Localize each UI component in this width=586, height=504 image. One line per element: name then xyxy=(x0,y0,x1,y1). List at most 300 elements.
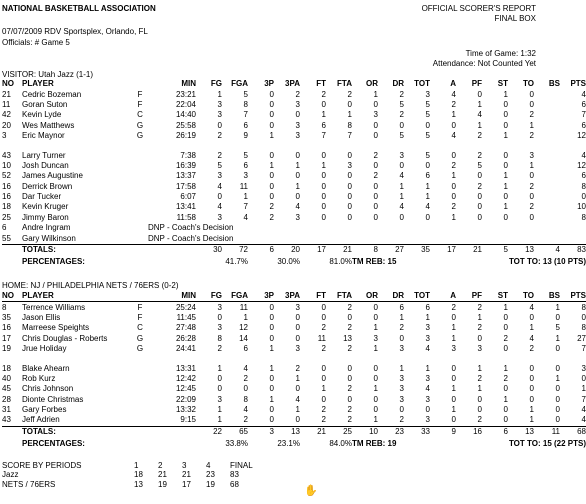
position: G xyxy=(136,333,144,343)
spacer-row xyxy=(2,354,586,363)
player-name: Wes Matthews xyxy=(22,120,75,130)
player-row xyxy=(2,395,586,405)
cell xyxy=(2,437,22,451)
team-rebounds: TM REB: 19 xyxy=(352,439,397,449)
player-name: Blake Ahearn xyxy=(22,363,70,373)
stat: 0 xyxy=(321,312,326,322)
player-row xyxy=(2,363,586,373)
stat: 1 xyxy=(269,344,274,354)
player-row xyxy=(2,213,586,223)
stat: 0 xyxy=(347,212,352,222)
column-header: ST xyxy=(497,79,508,89)
cell xyxy=(534,131,560,141)
total-stat: 6 xyxy=(482,426,508,437)
player-name: Josh Duncan xyxy=(22,160,69,170)
player-name: Jrue Holiday xyxy=(22,344,67,354)
stat: 3 xyxy=(425,373,430,383)
stat: 0 xyxy=(295,150,300,160)
stat: 1 xyxy=(269,131,274,141)
periods-team-row xyxy=(2,480,302,490)
player-name: Cedric Bozeman xyxy=(22,89,82,99)
stat: 2 xyxy=(295,363,300,373)
stat: 2 xyxy=(269,202,274,212)
stat: 3 xyxy=(425,323,430,333)
stat: 1 xyxy=(477,312,482,322)
total-stat: 23 xyxy=(378,426,404,437)
stat: 0 xyxy=(399,333,404,343)
column-header xyxy=(132,79,148,89)
stat: 1 xyxy=(425,192,430,202)
player-name: Dar Tucker xyxy=(22,192,62,202)
stat: 8 xyxy=(581,181,586,191)
stat: 2 xyxy=(321,89,326,99)
stat: 4 xyxy=(477,110,482,120)
stat: 0 xyxy=(503,344,508,354)
stat: 1 xyxy=(529,415,534,425)
stat: 1 xyxy=(529,323,534,333)
stat: 0 xyxy=(373,394,378,404)
stat: 2 xyxy=(451,302,456,312)
stat: 0 xyxy=(217,192,222,202)
stat: 8 xyxy=(581,212,586,222)
player-name: Gary Forbes xyxy=(22,405,67,415)
date-venue: 07/07/2009 RDV Sportsplex, Orlando, FL xyxy=(2,27,148,36)
stat: 9 xyxy=(243,131,248,141)
total-stat: 11 xyxy=(534,426,560,437)
stat: 0 xyxy=(295,415,300,425)
stat: 1 xyxy=(399,363,404,373)
stat: 0 xyxy=(477,192,482,202)
stat: 7 xyxy=(581,344,586,354)
cell xyxy=(132,437,148,451)
stat: 0 xyxy=(373,181,378,191)
minutes: 16:39 xyxy=(175,160,196,170)
stat: 0 xyxy=(451,373,456,383)
stat: 2 xyxy=(347,415,352,425)
stat: 4 xyxy=(399,171,404,181)
stat: 0 xyxy=(269,120,274,130)
total-stat: 13 xyxy=(508,244,534,255)
stat: 0 xyxy=(451,120,456,130)
stat: 3 xyxy=(399,373,404,383)
stat: 1 xyxy=(477,99,482,109)
stat: 1 xyxy=(243,312,248,322)
period-score: 17 xyxy=(182,479,191,489)
team-rebounds: TM REB: 15 xyxy=(352,257,397,267)
player-number: 16 xyxy=(2,181,11,191)
stat: 11 xyxy=(239,302,248,312)
stat: 1 xyxy=(295,373,300,383)
stat: 2 xyxy=(217,344,222,354)
total-stat: 68 xyxy=(560,426,586,437)
player-row xyxy=(2,202,586,212)
position: F xyxy=(137,99,143,109)
position xyxy=(132,213,148,223)
stat: 27 xyxy=(577,333,586,343)
three-point-percentage: 30.0% xyxy=(277,257,300,267)
stat: 1 xyxy=(555,302,560,312)
home-box-score xyxy=(2,291,586,451)
final-box-label: FINAL BOX xyxy=(494,14,536,23)
period-label: 4 xyxy=(206,460,211,470)
stat: 5 xyxy=(243,150,248,160)
stat: 6 xyxy=(581,120,586,130)
stat: 3 xyxy=(347,160,352,170)
stat: 0 xyxy=(347,99,352,109)
stat: 1 xyxy=(581,384,586,394)
minutes: 12:45 xyxy=(175,384,196,394)
stat: 7 xyxy=(321,131,326,141)
minutes: 27:48 xyxy=(175,323,196,333)
stat: 3 xyxy=(295,212,300,222)
stat: 2 xyxy=(477,415,482,425)
stat: 0 xyxy=(373,363,378,373)
stat: 0 xyxy=(321,202,326,212)
stat: 0 xyxy=(269,373,274,383)
position xyxy=(132,202,148,212)
minutes: 25:58 xyxy=(175,120,196,130)
stat: 4 xyxy=(295,202,300,212)
three-point-percentage: 23.1% xyxy=(277,439,300,449)
stat: 4 xyxy=(581,405,586,415)
player-number: 43 xyxy=(2,150,11,160)
stat: 2 xyxy=(529,202,534,212)
cell xyxy=(132,426,148,437)
stat: 0 xyxy=(451,394,456,404)
total-stat: 5 xyxy=(482,244,508,255)
stat: 0 xyxy=(295,323,300,333)
stat: 0 xyxy=(295,110,300,120)
stat: 3 xyxy=(217,110,222,120)
fg-percentage: 33.8% xyxy=(225,439,248,449)
player-number: 16 xyxy=(2,192,11,202)
total-stat: 4 xyxy=(534,244,560,255)
percentages-label: PERCENTAGES: xyxy=(22,439,85,449)
stat: 2 xyxy=(399,415,404,425)
player-row xyxy=(2,89,586,99)
stat: 13 xyxy=(343,333,352,343)
stat: 8 xyxy=(347,120,352,130)
stat: 0 xyxy=(373,405,378,415)
total-stat: 8 xyxy=(352,244,378,255)
team-turnovers: TOT TO: 15 (22 PTS) xyxy=(508,439,586,449)
stat: 0 xyxy=(529,99,534,109)
total-stat: 21 xyxy=(300,426,326,437)
stat: 2 xyxy=(451,99,456,109)
stat: 0 xyxy=(373,373,378,383)
stat: 4 xyxy=(295,394,300,404)
stat: 4 xyxy=(529,302,534,312)
stat: 0 xyxy=(373,202,378,212)
cell xyxy=(2,255,22,269)
stat: 0 xyxy=(503,110,508,120)
stat: 0 xyxy=(269,323,274,333)
position xyxy=(132,384,148,394)
period-score: 19 xyxy=(206,479,215,489)
column-header: MIN xyxy=(181,79,196,89)
player-row xyxy=(2,131,586,141)
totals-label: TOTALS: xyxy=(22,244,132,255)
stat: 1 xyxy=(503,363,508,373)
stat: 2 xyxy=(503,333,508,343)
player-number: 19 xyxy=(2,344,11,354)
minutes: 13:37 xyxy=(175,171,196,181)
stat: 1 xyxy=(451,384,456,394)
stat: 1 xyxy=(529,120,534,130)
stat: 0 xyxy=(269,333,274,343)
stat: 2 xyxy=(399,323,404,333)
column-header: FG xyxy=(196,291,222,302)
cell xyxy=(2,426,22,437)
total-stat: 21 xyxy=(326,244,352,255)
column-header: MIN xyxy=(148,291,196,302)
stat: 3 xyxy=(425,394,430,404)
stat: 2 xyxy=(243,373,248,383)
stat: 2 xyxy=(347,384,352,394)
stat: 0 xyxy=(269,171,274,181)
stat: 7 xyxy=(243,202,248,212)
stat: 0 xyxy=(217,120,222,130)
column-header: PF xyxy=(471,79,482,89)
stat: 11 xyxy=(239,181,248,191)
stat: 2 xyxy=(503,373,508,383)
stat: 2 xyxy=(477,181,482,191)
player-name: Derrick Brown xyxy=(22,181,73,191)
total-stat: 16 xyxy=(456,426,482,437)
stat: 0 xyxy=(269,89,274,99)
period-score: 23 xyxy=(206,470,215,480)
header-row xyxy=(2,291,586,302)
player-name: Kevin Kruger xyxy=(22,202,69,212)
stat: 1 xyxy=(217,405,222,415)
stat: 4 xyxy=(217,181,222,191)
column-header: BS xyxy=(534,291,560,302)
minutes: 9:15 xyxy=(180,415,196,425)
column-header: NO xyxy=(2,291,22,302)
stat: 3 xyxy=(295,344,300,354)
stat: 6 xyxy=(243,344,248,354)
period-score: 18 xyxy=(134,470,143,480)
column-header: TO xyxy=(508,291,534,302)
column-header: TOT xyxy=(404,291,430,302)
stat: 1 xyxy=(269,363,274,373)
report-title: OFFICIAL SCORER'S REPORT xyxy=(421,4,536,13)
cell xyxy=(132,255,148,269)
stat: 3 xyxy=(425,333,430,343)
player-number: 21 xyxy=(2,89,11,99)
stat: 0 xyxy=(425,160,430,170)
player-row xyxy=(2,192,586,202)
total-stat: 9 xyxy=(430,426,456,437)
stat: 1 xyxy=(399,312,404,322)
player-row xyxy=(2,171,586,181)
stat: 0 xyxy=(399,120,404,130)
stat: 0 xyxy=(529,373,534,383)
minutes: 25:24 xyxy=(175,302,196,312)
stat: 6 xyxy=(425,302,430,312)
cell xyxy=(534,182,560,192)
stat: 5 xyxy=(217,160,222,170)
stat: 1 xyxy=(503,394,508,404)
stat: 0 xyxy=(529,363,534,373)
stat: 0 xyxy=(269,110,274,120)
player-number: 52 xyxy=(2,171,11,181)
cell xyxy=(456,437,482,451)
stat: 0 xyxy=(321,181,326,191)
stat: 2 xyxy=(399,89,404,99)
player-number: 31 xyxy=(2,405,11,415)
stat: 3 xyxy=(451,344,456,354)
stat: 3 xyxy=(295,131,300,141)
position xyxy=(132,171,148,181)
cell xyxy=(148,255,196,269)
stat: 0 xyxy=(581,312,586,322)
column-header: DR xyxy=(392,79,404,89)
stat: 8 xyxy=(581,323,586,333)
stat: 2 xyxy=(347,344,352,354)
stat: 2 xyxy=(477,323,482,333)
stat: 3 xyxy=(295,120,300,130)
stat: 1 xyxy=(503,131,508,141)
attendance: Attendance: Not Counted Yet xyxy=(432,59,536,68)
free-throw-percentage: 84.0% xyxy=(329,439,352,449)
stat: 5 xyxy=(425,150,430,160)
player-name: Jimmy Baron xyxy=(22,212,69,222)
stat: 0 xyxy=(477,405,482,415)
stat: 7 xyxy=(347,131,352,141)
player-row xyxy=(2,121,586,131)
team-name: NETS / 76ERS xyxy=(2,479,56,489)
stat: 5 xyxy=(477,160,482,170)
stat: 8 xyxy=(581,302,586,312)
spacer-cell xyxy=(2,141,586,150)
player-name: Jeff Adrien xyxy=(22,415,60,425)
cell xyxy=(456,255,482,269)
player-row xyxy=(2,223,586,233)
stat: 3 xyxy=(217,394,222,404)
stat: 6 xyxy=(581,171,586,181)
score-by-periods xyxy=(2,461,302,490)
stat: 0 xyxy=(373,99,378,109)
stat: 0 xyxy=(269,405,274,415)
player-number: 18 xyxy=(2,202,11,212)
stat: 2 xyxy=(373,171,378,181)
stat: 1 xyxy=(555,373,560,383)
column-header: PLAYER xyxy=(22,291,132,302)
player-number: 20 xyxy=(2,120,11,130)
column-header: TOT xyxy=(414,79,430,89)
stat: 7 xyxy=(243,110,248,120)
stat: 0 xyxy=(425,212,430,222)
stat: 0 xyxy=(347,150,352,160)
player-number: 43 xyxy=(2,415,11,425)
stat: 1 xyxy=(399,181,404,191)
player-name: Jason Ellis xyxy=(22,312,61,322)
team-turnovers: TOT TO: 13 (10 PTS) xyxy=(508,257,586,267)
stat: 0 xyxy=(269,415,274,425)
stat: 3 xyxy=(399,384,404,394)
stat: 8 xyxy=(243,99,248,109)
stat: 2 xyxy=(529,110,534,120)
cell xyxy=(534,161,560,171)
stat: 0 xyxy=(347,312,352,322)
column-header: PF xyxy=(456,291,482,302)
position: G xyxy=(136,344,144,354)
stat: 6 xyxy=(243,120,248,130)
player-name: Rob Kurz xyxy=(22,373,56,383)
stat: 0 xyxy=(347,394,352,404)
stat: 1 xyxy=(529,405,534,415)
cell xyxy=(534,121,560,131)
stat: 3 xyxy=(399,150,404,160)
stat: 6 xyxy=(399,302,404,312)
stat: 0 xyxy=(451,192,456,202)
cell xyxy=(534,171,560,181)
stat: 0 xyxy=(477,212,482,222)
stat: 0 xyxy=(269,302,274,312)
player-name: Goran Suton xyxy=(22,99,68,109)
stat: 0 xyxy=(451,363,456,373)
stat: 0 xyxy=(581,192,586,202)
stat: 1 xyxy=(451,212,456,222)
player-row xyxy=(2,182,586,192)
column-header: DR xyxy=(378,291,404,302)
player-row xyxy=(2,415,586,426)
cell xyxy=(534,192,560,202)
stat: 0 xyxy=(529,89,534,99)
stat: 11 xyxy=(317,333,326,343)
minutes: 24:41 xyxy=(175,344,196,354)
column-header: 3P xyxy=(248,291,274,302)
stat: 5 xyxy=(555,323,560,333)
visitor-team-title: VISITOR: Utah Jazz (1-1) xyxy=(2,70,93,79)
player-name: Terrence Williams xyxy=(22,302,86,312)
cell xyxy=(534,100,560,110)
player-number: 42 xyxy=(2,110,11,120)
league-title: NATIONAL BASKETBALL ASSOCIATION xyxy=(2,4,156,13)
stat: 4 xyxy=(581,89,586,99)
minutes: 26:19 xyxy=(175,131,196,141)
stat: 0 xyxy=(295,333,300,343)
visitor-box-score xyxy=(2,79,586,269)
minutes: 12:42 xyxy=(175,373,196,383)
minutes: 13:41 xyxy=(175,202,196,212)
stat: 2 xyxy=(399,110,404,120)
stat: 4 xyxy=(243,212,248,222)
total-stat: 35 xyxy=(404,244,430,255)
column-header: A xyxy=(430,291,456,302)
player-number: 11 xyxy=(2,99,11,109)
stat: 1 xyxy=(373,344,378,354)
total-stat: 6 xyxy=(248,244,274,255)
stat: 1 xyxy=(269,394,274,404)
position xyxy=(132,233,148,244)
total-stat: 13 xyxy=(274,426,300,437)
home-team-title: HOME: NJ / PHILADELPHIA NETS / 76ERS (0-2) xyxy=(2,281,179,290)
player-name: Gary Wilkinson xyxy=(22,233,76,243)
totals-row xyxy=(2,244,586,255)
stat: 0 xyxy=(503,150,508,160)
minutes: 13:32 xyxy=(175,405,196,415)
total-stat: 65 xyxy=(222,426,248,437)
stat: 0 xyxy=(503,212,508,222)
stat: 1 xyxy=(399,192,404,202)
stat: 4 xyxy=(581,415,586,425)
stat: 3 xyxy=(425,415,430,425)
player-number: 18 xyxy=(2,363,11,373)
percentages-label: PERCENTAGES: xyxy=(22,257,85,267)
player-row xyxy=(2,313,586,323)
